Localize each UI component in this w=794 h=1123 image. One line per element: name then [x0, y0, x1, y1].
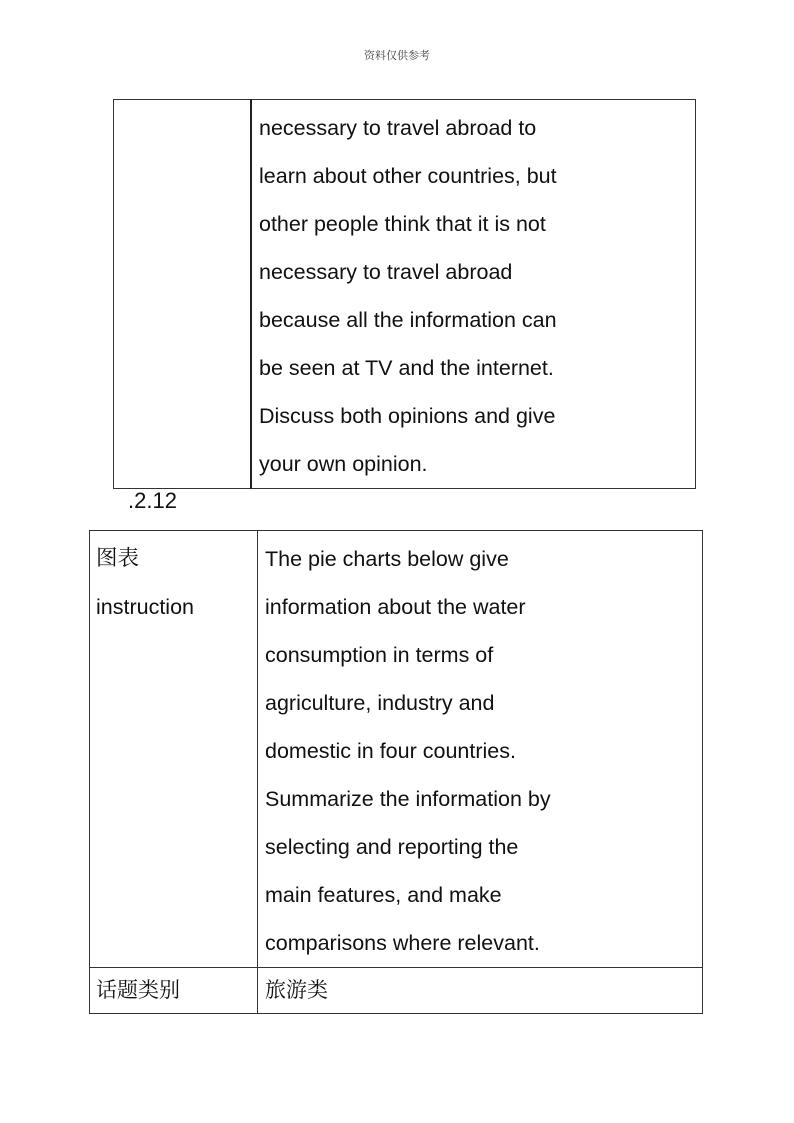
table-row	[90, 968, 703, 1014]
label-cell	[90, 968, 258, 1014]
text-line: main features, and make	[265, 883, 502, 907]
text-line: selecting and reporting the	[265, 835, 519, 859]
label-line: instruction	[96, 595, 194, 619]
label-text	[90, 531, 257, 631]
content-cell	[258, 968, 703, 1014]
text-line: Discuss both opinions and give	[259, 404, 556, 428]
page-header: 资料仅供参考	[364, 49, 430, 62]
topic-category-value: 旅游类	[265, 978, 328, 1002]
topic-category-label: 话题类别	[96, 978, 180, 1002]
text-line: learn about other countries, but	[259, 164, 557, 188]
table-row	[90, 531, 703, 968]
text-line: because all the information can	[259, 308, 557, 332]
prompt-text	[252, 100, 695, 488]
label-line: 图表	[96, 546, 140, 571]
chart-prompt-table	[89, 530, 703, 1014]
text-line: necessary to travel abroad	[259, 260, 513, 284]
text-line: The pie charts below give	[265, 547, 509, 571]
text-line: necessary to travel abroad to	[259, 116, 537, 140]
content-cell	[258, 531, 703, 968]
label-cell	[114, 100, 252, 489]
text-line: other people think that it is not	[259, 212, 546, 236]
section-number: .2.12	[128, 488, 177, 513]
content-cell	[251, 100, 696, 489]
instruction-text	[258, 531, 702, 967]
table-row	[114, 100, 696, 489]
text-line: consumption in terms of	[265, 643, 494, 667]
essay-prompt-table	[113, 99, 696, 489]
text-line: Summarize the information by	[265, 787, 551, 811]
text-line: your own opinion.	[259, 452, 428, 476]
text-line: comparisons where relevant.	[265, 931, 540, 955]
label-cell	[90, 531, 258, 968]
text-line: agriculture, industry and	[265, 691, 495, 715]
text-line: be seen at TV and the internet.	[259, 356, 554, 380]
text-line: information about the water	[265, 595, 526, 619]
text-line: domestic in four countries.	[265, 739, 516, 763]
